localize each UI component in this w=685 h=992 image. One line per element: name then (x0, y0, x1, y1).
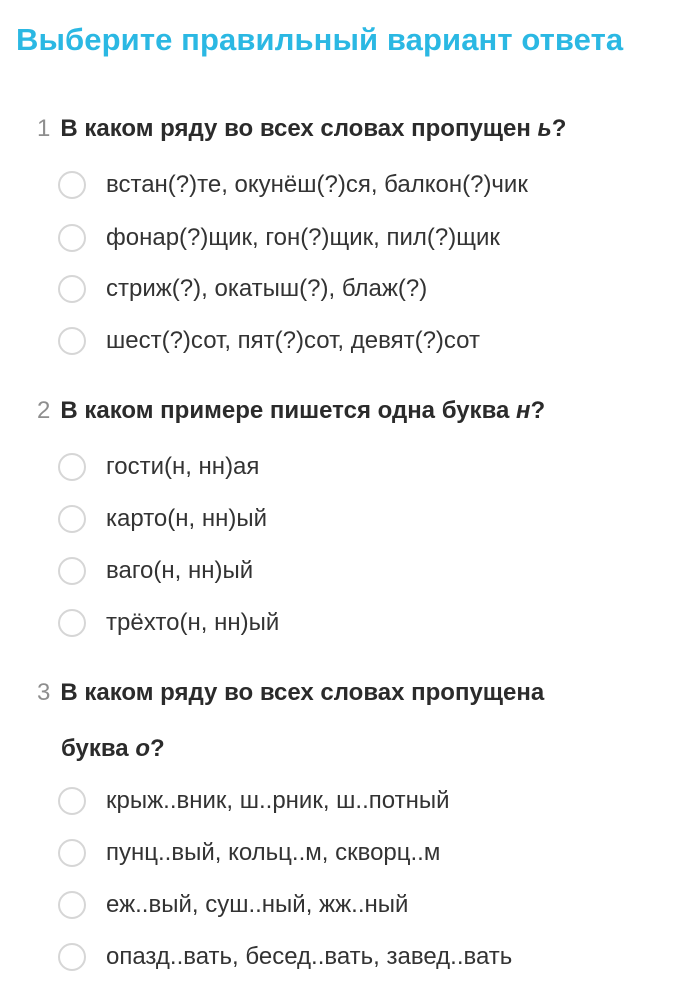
radio-button[interactable] (58, 453, 86, 481)
radio-button[interactable] (58, 327, 86, 355)
option-label: крыж..вник, ш..рник, ш..потный (106, 787, 450, 814)
question-1-option-3[interactable] (58, 272, 427, 306)
question-2-option-4[interactable] (58, 606, 279, 640)
question-text: В каком ряду во всех словах пропущен ь? (60, 115, 567, 142)
question-3-option-4[interactable] (58, 940, 512, 974)
question-1-option-2[interactable] (58, 221, 500, 255)
question-1-option-1[interactable] (58, 168, 528, 202)
question-2-option-3[interactable] (58, 554, 253, 588)
question-text: В каком ряду во всех словах пропущена (60, 679, 545, 706)
radio-button[interactable] (58, 787, 86, 815)
question-2-heading (37, 396, 545, 426)
option-label: еж..вый, суш..ный, жж..ный (106, 891, 409, 918)
option-label: фонар(?)щик, гон(?)щик, пил(?)щик (106, 224, 500, 251)
question-number: 2 (37, 397, 51, 424)
question-3-heading (37, 678, 544, 708)
question-emphasis: ь (537, 115, 552, 142)
question-3-option-2[interactable] (58, 836, 440, 870)
option-label: встан(?)те, окунёш(?)ся, балкон(?)чик (106, 171, 528, 198)
question-number: 3 (37, 679, 51, 706)
option-label: пунц..вый, кольц..м, скворц..м (106, 839, 441, 866)
question-3-option-3[interactable] (58, 888, 408, 922)
page-title: Выберите правильный вариант ответа (16, 22, 624, 57)
option-label: карто(н, нн)ый (106, 505, 268, 532)
radio-button[interactable] (58, 224, 86, 252)
radio-button[interactable] (58, 891, 86, 919)
question-2-option-2[interactable] (58, 502, 267, 536)
question-3-option-1[interactable] (58, 784, 449, 818)
question-1-option-4[interactable] (58, 324, 480, 358)
option-label: шест(?)сот, пят(?)сот, девят(?)сот (106, 327, 480, 354)
question-number: 1 (37, 115, 51, 142)
question-text: В каком примере пишется одна буква н? (60, 397, 546, 424)
radio-button[interactable] (58, 609, 86, 637)
question-3-heading-continued: буква о? (61, 735, 165, 762)
question-emphasis: н (516, 397, 531, 424)
option-label: стриж(?), окатыш(?), блаж(?) (106, 275, 428, 302)
radio-button[interactable] (58, 943, 86, 971)
radio-button[interactable] (58, 839, 86, 867)
radio-button[interactable] (58, 171, 86, 199)
option-label: опазд..вать, бесед..вать, завед..вать (106, 943, 513, 970)
option-label: трёхто(н, нн)ый (106, 609, 280, 636)
question-emphasis: о (135, 735, 150, 762)
radio-button[interactable] (58, 505, 86, 533)
radio-button[interactable] (58, 275, 86, 303)
question-2-option-1[interactable] (58, 450, 259, 484)
question-1-heading (37, 114, 566, 144)
radio-button[interactable] (58, 557, 86, 585)
option-label: ваго(н, нн)ый (106, 557, 254, 584)
option-label: гости(н, нн)ая (106, 453, 260, 480)
